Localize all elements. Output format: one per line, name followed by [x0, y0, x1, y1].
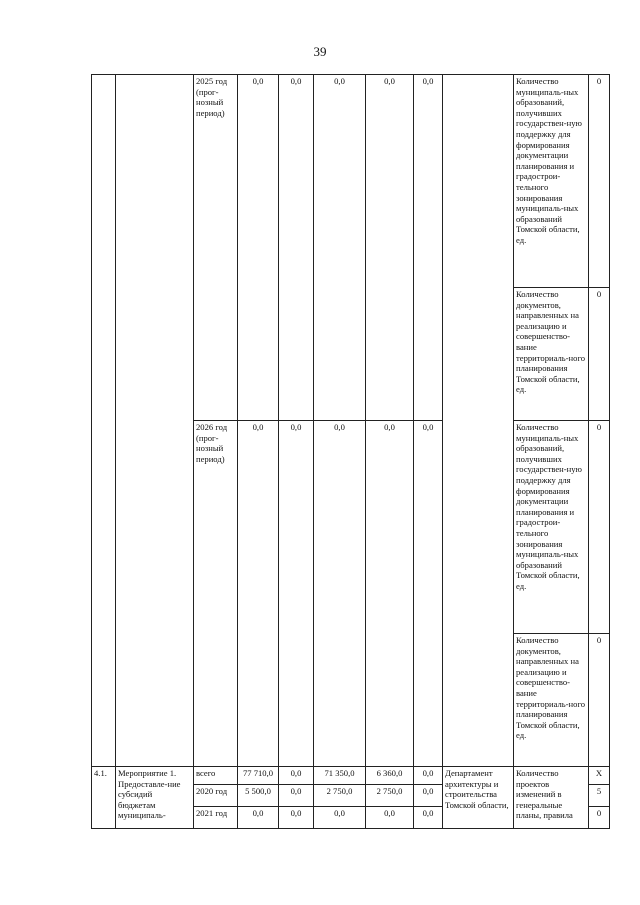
program-table [91, 74, 610, 829]
cell-value: 0,0 [414, 75, 443, 421]
cell-indicator-value: 0 [589, 634, 610, 767]
cell-value: 0,0 [238, 807, 279, 829]
cell-value: 0,0 [314, 421, 366, 767]
cell-value: 71 350,0 [314, 767, 366, 785]
cell-indicator-municipalities: Количество муниципаль-ных образований, получивших государствен-ную поддержку для формирования документации планирования и градострои-тельного зонирования муниципаль-ных образований Томской области, ед. [514, 421, 589, 634]
cell-value: 0,0 [279, 75, 314, 421]
cell-value: 0,0 [314, 807, 366, 829]
cell-indicator-documents: Количество документов, направленных на реализацию и совершенство-вание территориаль-ного планирования Томской области, ед. [514, 634, 589, 767]
cell-indicator-value: 0 [589, 288, 610, 421]
cell-year: 2020 год [194, 785, 238, 807]
cell-number-empty [92, 75, 116, 767]
cell-executor: Департамент архитектуры и строительства Томской области, [443, 767, 514, 829]
cell-value: 0,0 [314, 75, 366, 421]
cell-indicator-municipalities: Количество муниципаль-ных образований, получивших государствен-ную поддержку для формирования документации планирования и градострои-тельного зонирования муниципаль-ных образований Томской области, ед. [514, 75, 589, 288]
cell-value: 0,0 [279, 785, 314, 807]
cell-value: 0,0 [414, 767, 443, 785]
table-row [92, 75, 610, 288]
cell-value: 0,0 [279, 767, 314, 785]
cell-value: 0,0 [366, 807, 414, 829]
cell-event-number: 4.1. [92, 767, 116, 829]
cell-value: 0,0 [366, 75, 414, 421]
cell-value: 0,0 [279, 421, 314, 767]
cell-indicator-value: 0 [589, 421, 610, 634]
page-number: 39 [313, 44, 327, 59]
cell-name-empty [116, 75, 194, 767]
cell-indicator-value: 0 [589, 807, 610, 829]
cell-value: 0,0 [279, 807, 314, 829]
cell-indicator-value: 0 [589, 75, 610, 288]
cell-year-2026: 2026 год (прог-нозный период) [194, 421, 238, 767]
cell-year: всего [194, 767, 238, 785]
cell-value: 0,0 [414, 807, 443, 829]
cell-indicator-value: Х [589, 767, 610, 785]
cell-indicator-value: 5 [589, 785, 610, 807]
cell-value: 77 710,0 [238, 767, 279, 785]
cell-year-2025: 2025 год (прог-нозный период) [194, 75, 238, 421]
cell-value: 5 500,0 [238, 785, 279, 807]
cell-value: 0,0 [366, 421, 414, 767]
table-row [92, 767, 610, 785]
cell-value: 2 750,0 [314, 785, 366, 807]
cell-value: 0,0 [238, 75, 279, 421]
cell-value: 2 750,0 [366, 785, 414, 807]
cell-value: 6 360,0 [366, 767, 414, 785]
cell-year: 2021 год [194, 807, 238, 829]
cell-indicator-projects: Количество проектов изменений в генеральные планы, правила [514, 767, 589, 829]
cell-value: 0,0 [238, 421, 279, 767]
cell-value: 0,0 [414, 785, 443, 807]
cell-value: 0,0 [414, 421, 443, 767]
cell-event-name: Мероприятие 1. Предоставле-ние субсидий бюджетам муниципаль- [116, 767, 194, 829]
cell-executor-empty [443, 75, 514, 767]
cell-indicator-documents: Количество документов, направленных на реализацию и совершенство-вание территориаль-ного планирования Томской области, ед. [514, 288, 589, 421]
